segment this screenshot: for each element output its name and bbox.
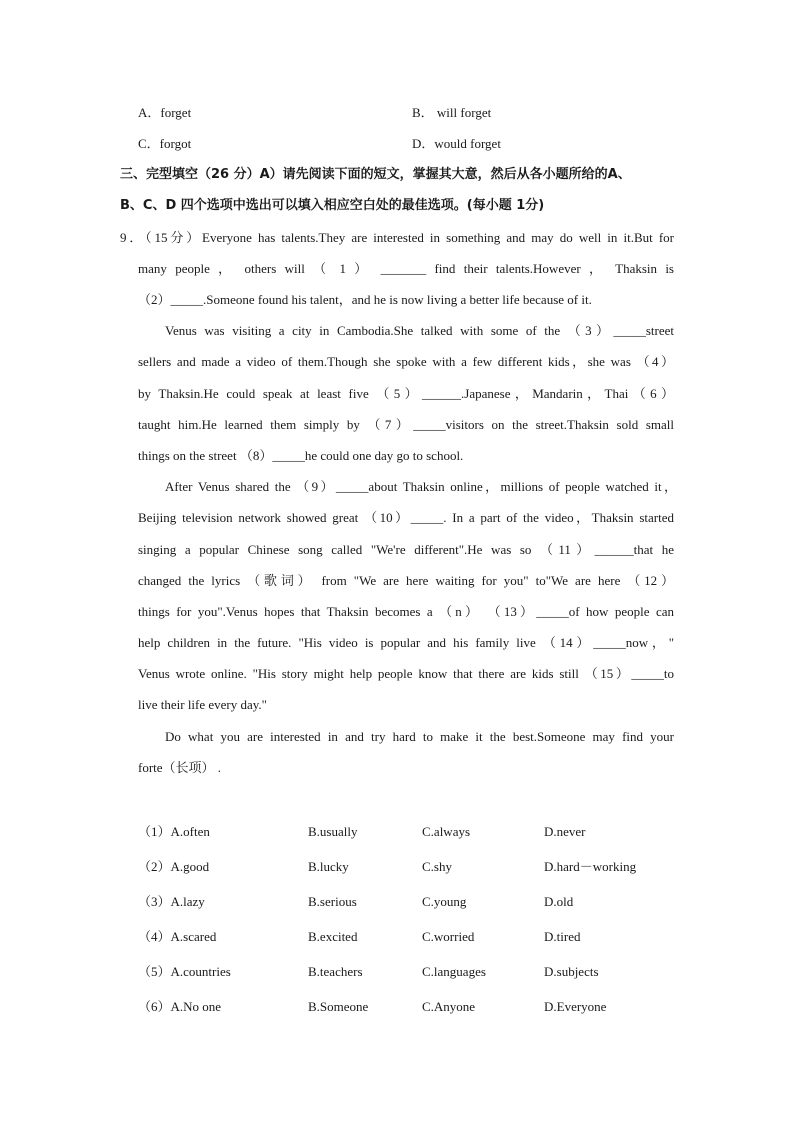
passage-line: Beijing television network showed great （10）_____. In a part of the video，Thaksin started — [138, 510, 674, 525]
option-d: D.never — [544, 824, 586, 839]
passage-line: live their life every day." — [138, 697, 267, 712]
passage-line: sellers and made a video of them.Though she spoke with a few different kids，she was （4） — [138, 354, 674, 369]
passage-line: changed the lyrics （歌词） from "We are here waiting for you" to"We are here （12） — [138, 573, 674, 588]
option-c: C.shy — [422, 859, 452, 874]
prev-option-a: A．forget — [138, 105, 192, 120]
option-b: B.usually — [308, 824, 358, 839]
passage-line: taught him.He learned them simply by （7）_____visitors on the street.Thaksin sold small — [138, 417, 674, 432]
option-d: D.hard－working — [544, 859, 637, 874]
option-c: C.young — [422, 894, 467, 909]
passage-line: singing a popular Chinese song called "We're different".He was so （11）______that he — [138, 542, 674, 557]
option-d: D.old — [544, 894, 574, 909]
option-d: D.Everyone — [544, 999, 607, 1014]
passage-line: Do what you are interested in and try hard to make it the best.Someone may find your — [165, 729, 674, 744]
option-a: （3）A.lazy — [138, 894, 205, 909]
passage-line: After Venus shared the （9）_____about Thaksin online，millions of people watched it， — [165, 479, 677, 494]
option-c: C.Anyone — [422, 999, 476, 1014]
option-b: B.teachers — [308, 964, 363, 979]
option-b: B.serious — [308, 894, 357, 909]
passage-line: help children in the future. "His video is popular and his family live （14）_____now，" — [138, 635, 674, 650]
option-c: C.always — [422, 824, 471, 839]
option-b: B.Someone — [308, 999, 369, 1014]
option-a: （6）A.No one — [138, 999, 222, 1014]
option-a: （1）A.often — [138, 824, 210, 839]
prev-option-d: D．would forget — [412, 136, 501, 151]
section-heading-line1: 三、完型填空（26 分）A）请先阅读下面的短文，掌握其大意，然后从各小题所给的A、 — [120, 167, 631, 182]
prev-option-b: B． will forget — [412, 105, 492, 120]
section-heading-line2: B、C、D 四个选项中选出可以填入相应空白处的最佳选项。(每小题 1分) — [120, 198, 545, 213]
option-d: D.tired — [544, 929, 581, 944]
passage-line: many people ， others will （ 1 ） _______ find their talents.However ， Thaksin is — [138, 261, 674, 276]
passage-line: forte（长项） . — [138, 760, 222, 775]
passage-line: things on the street （8）_____he could one day go to school. — [138, 448, 464, 463]
prev-option-c: C．forgot — [138, 136, 192, 151]
passage-line: Venus was visiting a city in Cambodia.She talked with some of the （3）_____street — [165, 323, 674, 338]
passage-line: （2）_____.Someone found his talent，and he is now living a better life because of it. — [138, 292, 592, 307]
option-c: C.worried — [422, 929, 475, 944]
option-d: D.subjects — [544, 964, 599, 979]
passage-line: by Thaksin.He could speak at least five （5）______.Japanese，Mandarin，Thai（6） — [138, 386, 674, 401]
option-b: B.excited — [308, 929, 358, 944]
option-a: （2）A.good — [138, 859, 210, 874]
option-a: （4）A.scared — [138, 929, 217, 944]
passage-line: 9．（15分）Everyone has talents.They are interested in something and may do well in it.But for — [120, 230, 674, 245]
option-a: （5）A.countries — [138, 964, 231, 979]
passage-line: things for you".Venus hopes that Thaksin becomes a （n） （13）_____of how people can — [138, 604, 674, 619]
passage-line: Venus wrote online. "His story might help people know that there are kids still （15）_____to — [138, 666, 674, 681]
option-b: B.lucky — [308, 859, 349, 874]
option-c: C.languages — [422, 964, 486, 979]
